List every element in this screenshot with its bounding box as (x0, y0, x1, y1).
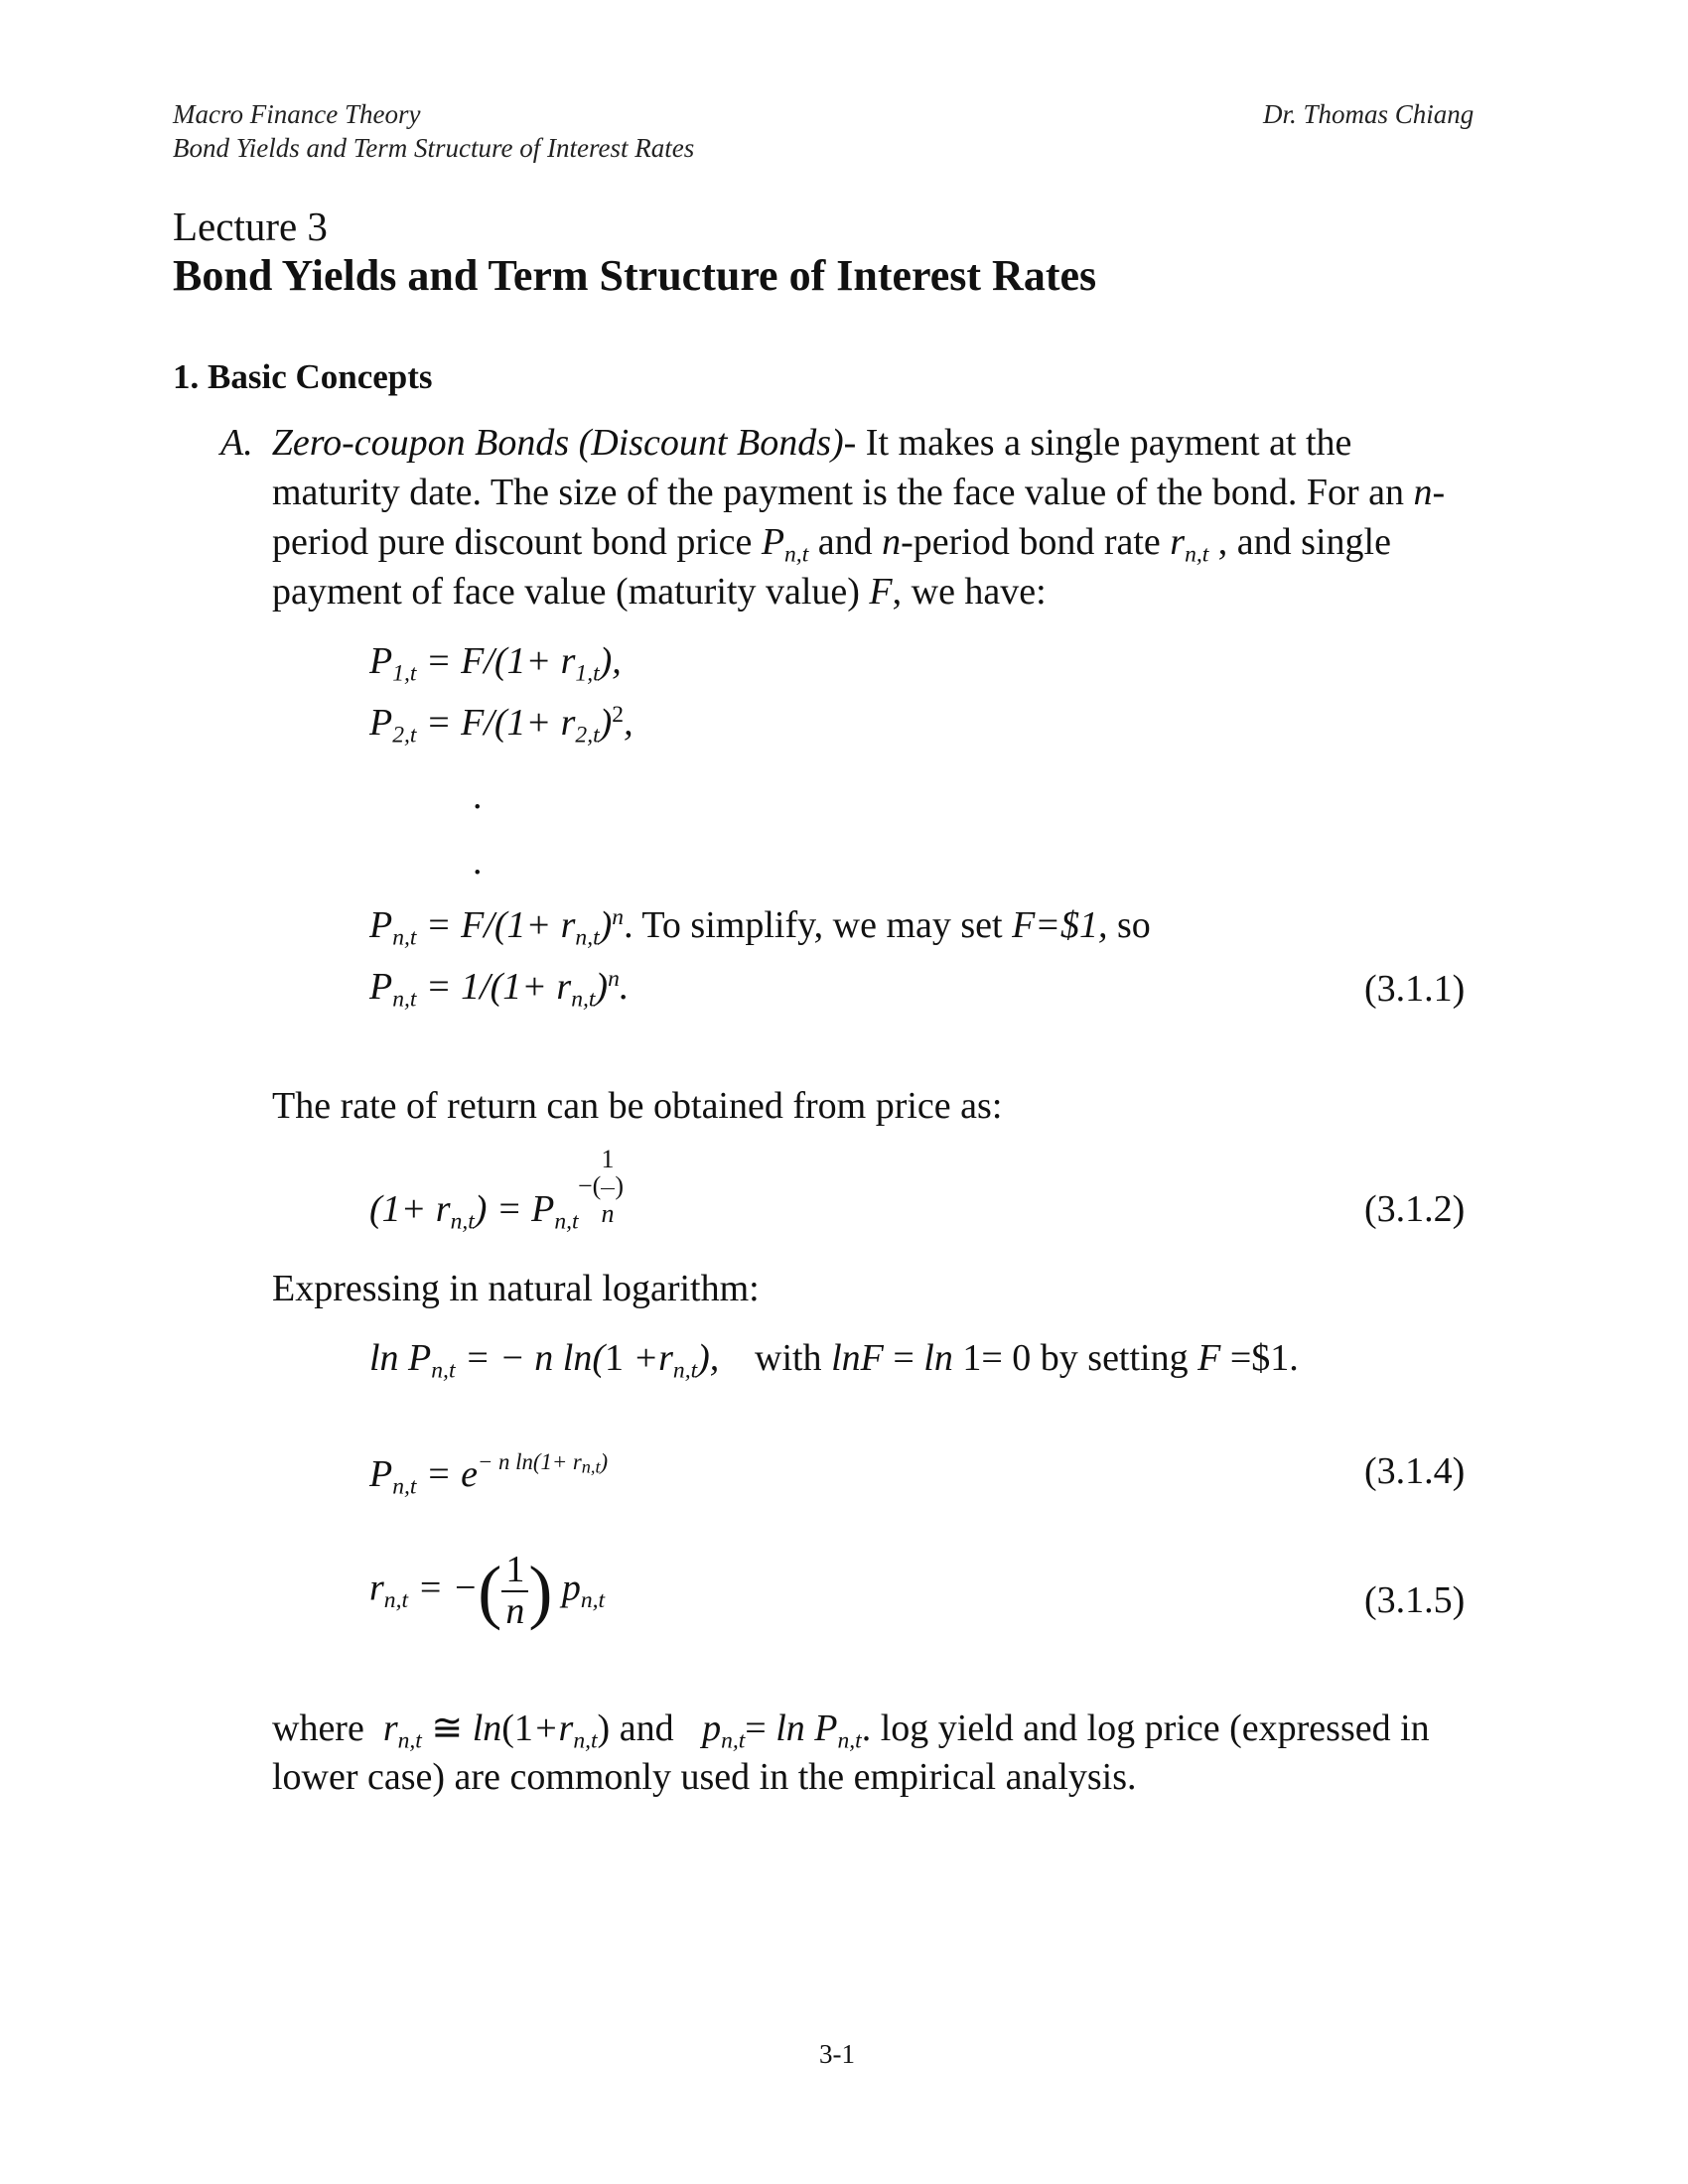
simplify-text: . To simplify, we may set (624, 904, 1013, 946)
line4-b: , we have: (892, 571, 1047, 613)
equation-p1: $P_{1,t} = F/(1+ r_{1,t})$, (369, 640, 622, 687)
equation-number-312: (3.1.2) (1364, 1188, 1466, 1230)
equation-number-311: (3.1.1) (1364, 968, 1466, 1010)
closing-and: and (610, 1707, 684, 1749)
equation-log: $\ln P_{n,t}$ = − n $\ln(1 +r_{n,t})$, (369, 1337, 720, 1384)
subsection-line1-rest: - It makes a single payment at the (843, 422, 1352, 464)
var-price: $P_{n,t}$ (761, 521, 809, 568)
closing-where: where (272, 1707, 364, 1749)
subsection-line-2 (272, 471, 1445, 514)
log-with: with (755, 1337, 832, 1379)
page-title: Bond Yields and Term Structure of Interest Rates (173, 251, 1097, 300)
exponent-minus-one-over-n: 1 −( ) n (578, 1145, 624, 1228)
line2-end: - (1432, 472, 1446, 513)
equation-312: $(1+ r_{n,t}) = P_{n,t}$ 1 −( ) n (369, 1145, 624, 1235)
line3-b: and (817, 521, 883, 563)
line4-a: payment of face value (maturity value) (272, 571, 870, 613)
line2-text: maturity date. The size of the payment is the face value of the bond. For an (272, 472, 1414, 513)
log-intro: Expressing in natural logarithm: (272, 1268, 760, 1309)
subsection-a-paragraph (220, 421, 1351, 465)
header-author: Dr. Thomas Chiang (1263, 99, 1475, 129)
equation-number-315: (3.1.5) (1364, 1579, 1466, 1621)
header-course: Macro Finance Theory (173, 99, 421, 129)
equation-number-314: (3.1.4) (1364, 1450, 1466, 1492)
section-heading: 1. Basic Concepts (173, 357, 433, 396)
closing-line1-end: log yield and log price (expressed in (871, 1707, 1430, 1749)
line3-d: , and single (1208, 521, 1391, 563)
subsection-line-4: payment of face value (maturity value) F, we have: (272, 571, 1047, 613)
simplify-so: so (1107, 904, 1151, 946)
rate-intro: The rate of return can be obtained from price as: (272, 1085, 1003, 1127)
closing-line-1: where $r_{n,t}$ ≅ $\ln(1+r_{n,t})$ and $p_{n,t}= \ln P_{n,t}$. log yield and log price (expressed in (272, 1707, 1430, 1754)
lecture-number: Lecture 3 (173, 204, 328, 249)
log-note: with lnF = ln 1= 0 by setting F =$1. (755, 1337, 1299, 1379)
simplify-value: F=$1, (1012, 904, 1108, 946)
equation-311: $P_{n,t} = 1/(1+ r_{n,t})^n$. (369, 966, 630, 1013)
line3-a: period pure discount bond price (272, 521, 762, 563)
equation-pn-general: $P_{n,t} = F/(1+ r_{n,t})^n$. To simplify, we may set F=$1, so (369, 904, 1151, 951)
equation-315: $r_{n,t}$ = −( $\frac{1}{n}$ ) $p_{n,t}$ (369, 1549, 606, 1632)
log-note-end: =$1. (1220, 1337, 1299, 1379)
closing-line-2: lower case) are commonly used in the empirical analysis. (272, 1756, 1137, 1798)
line3-c: -period bond rate (901, 521, 1171, 563)
header-topic: Bond Yields and Term Structure of Interest Rates (173, 133, 695, 163)
page-number: 3-1 (819, 2039, 855, 2069)
ellipsis-dot: . (473, 775, 483, 817)
subsection-line-3: period pure discount bond price $P_{n,t}$ and n-period bond rate $r_{n,t}$ , and single (272, 521, 1391, 568)
log-note-text: 1= 0 by setting (952, 1337, 1198, 1379)
line2-n: n (1413, 472, 1433, 513)
var-rate: $r_{n,t}$ (1170, 521, 1209, 568)
equation-p2: $P_{2,t} = F/(1+ r_{2,t})^2$, (369, 702, 633, 749)
subsection-term: Zero-coupon Bonds (Discount Bonds) (271, 422, 844, 464)
equation-314: $P_{n,t} = e^{- n ln(1+ rn,t)}$ (369, 1449, 609, 1500)
ellipsis-dot: . (473, 841, 483, 883)
subsection-marker: A. (220, 422, 253, 464)
